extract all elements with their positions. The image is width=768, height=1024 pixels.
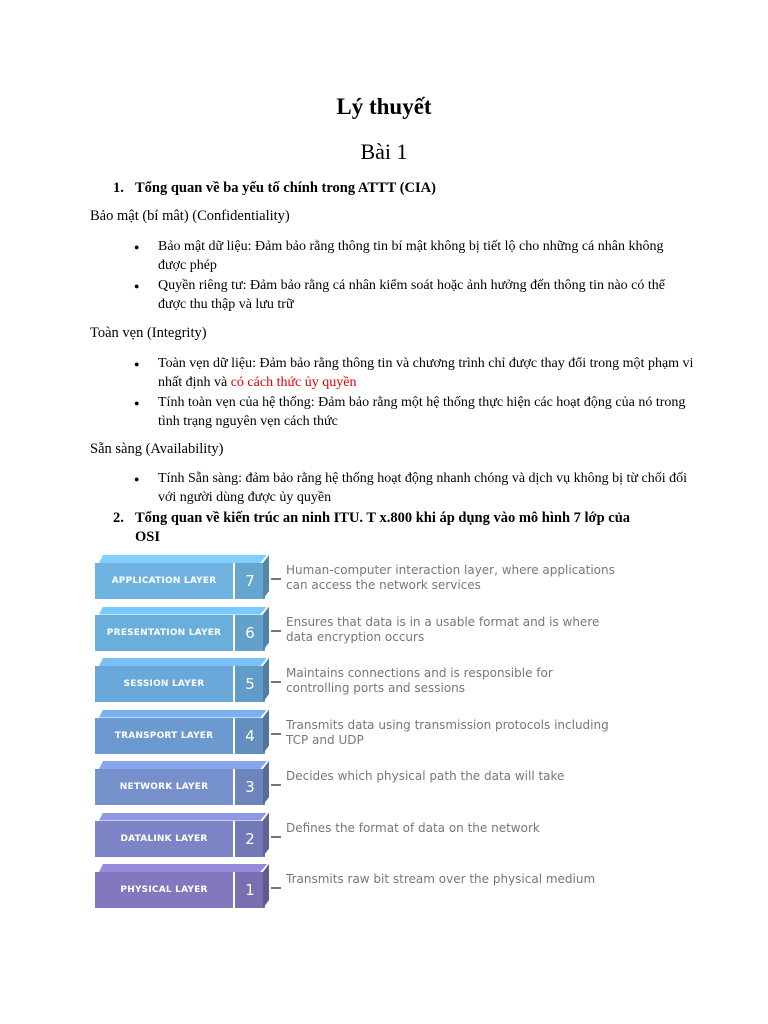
integrity-list — [134, 355, 694, 433]
osi-connector-dash — [271, 887, 281, 889]
osi-connector-dash — [271, 836, 281, 838]
heading-1-text: Tổng quan về ba yếu tố chính trong ATTT (CIA) — [135, 180, 436, 196]
heading-2 — [113, 509, 673, 547]
osi-connector-dash — [271, 733, 281, 735]
osi-connector-dash — [271, 681, 281, 683]
list-item: ● Bảo mật dữ liệu: Đảm bảo rằng thông tin bí mật không bị tiết lộ cho những cá nhân không được phép — [134, 238, 694, 275]
osi-model-diagram — [95, 555, 615, 915]
osi-layer-name: NETWORK LAYER — [95, 769, 233, 805]
osi-layer-side-face — [263, 813, 269, 857]
heading-2-text: Tổng quan về kiến trúc an ninh ITU. T x.800 khi áp dụng vào mô hình 7 lớp của OSI — [135, 510, 631, 545]
osi-layer-number: 5 — [233, 666, 265, 702]
highlighted-text: có cách thức ủy quyền — [230, 374, 357, 390]
osi-layer-block — [95, 658, 270, 702]
osi-layer-block — [95, 555, 270, 599]
osi-layer-number: 1 — [233, 872, 265, 908]
osi-layer-top-face — [99, 555, 267, 563]
osi-connector-dash — [271, 784, 281, 786]
osi-layer-number: 7 — [233, 563, 265, 599]
osi-layer-number: 6 — [233, 615, 265, 651]
availability-list — [134, 470, 694, 509]
osi-layer-top-face — [99, 813, 267, 821]
osi-layer-side-face — [263, 555, 269, 599]
section-label-integrity: Toàn vẹn (Integrity) — [90, 325, 207, 341]
list-item — [134, 355, 694, 392]
heading-1-number: 1. — [113, 180, 124, 196]
osi-layer-block — [95, 710, 270, 754]
osi-layer-side-face — [263, 607, 269, 651]
osi-layer-name: APPLICATION LAYER — [95, 563, 233, 599]
osi-layer-side-face — [263, 761, 269, 805]
osi-layer-side-face — [263, 864, 269, 908]
osi-layer-name: PHYSICAL LAYER — [95, 872, 233, 908]
osi-layer-description: Transmits data using transmission protocols including TCP and UDP — [286, 717, 609, 747]
osi-layer-top-face — [99, 864, 267, 872]
osi-layer-name: TRANSPORT LAYER — [95, 718, 233, 754]
osi-layer-description: Ensures that data is in a usable format and is where data encryption occurs — [286, 614, 600, 644]
heading-1 — [113, 179, 436, 198]
osi-layer-description: Human-computer interaction layer, where applications can access the network services — [286, 563, 615, 592]
osi-layer-top-face — [99, 607, 267, 615]
osi-layer-name: DATALINK LAYER — [95, 821, 233, 857]
osi-layer-top-face — [99, 658, 267, 666]
list-item: ● Quyền riêng tư: Đảm bảo rằng cá nhân kiểm soát hoặc ảnh hưởng đến thông tin nào có thể được thu thập và lưu trữ — [134, 277, 694, 314]
osi-connector-dash — [271, 630, 281, 632]
osi-layer-number: 2 — [233, 821, 265, 857]
osi-layer-block — [95, 761, 270, 805]
osi-layer-side-face — [263, 710, 269, 754]
osi-layer-block — [95, 607, 270, 651]
osi-layer-name: SESSION LAYER — [95, 666, 233, 702]
heading-2-number: 2. — [113, 510, 124, 526]
list-item-text: Toàn vẹn dữ liệu: Đảm bảo rằng thông tin và chương trình chỉ được thay đổi trong một phạm vi nhất định và — [158, 356, 694, 390]
list-item: ● Tính Sẵn sàng: đảm bảo rằng hệ thống hoạt động nhanh chóng và dịch vụ không bị từ chối đối với người dùng được ủy quyền — [134, 470, 694, 507]
osi-layer-number: 4 — [233, 718, 265, 754]
osi-layer-description: Decides which physical path the data will take — [286, 769, 565, 783]
osi-layer-top-face — [99, 761, 267, 769]
osi-layer-side-face — [263, 658, 269, 702]
osi-layer-description: Transmits raw bit stream over the physical medium — [286, 872, 596, 886]
document-subtitle: Bài 1 — [360, 139, 408, 164]
document-title: Lý thuyết — [336, 94, 432, 119]
section-label-confidentiality: Bảo mật (bí mât) (Confidentiality) — [90, 208, 290, 224]
osi-layer-block — [95, 864, 270, 908]
osi-layer-description: Defines the format of data on the network — [286, 820, 540, 835]
osi-layer-description: Maintains connections and is responsible for controlling ports and sessions — [286, 666, 553, 695]
osi-layer-number: 3 — [233, 769, 265, 805]
osi-layer-name: PRESENTATION LAYER — [95, 615, 233, 651]
list-item: ● Tính toàn vẹn của hệ thống: Đảm bảo rằng một hệ thống thực hiện các hoạt động của nó trong tình trạng nguyên vẹn cách thức — [134, 394, 694, 431]
osi-layer-block — [95, 813, 270, 857]
osi-layer-top-face — [99, 710, 267, 718]
section-label-availability: Sẵn sàng (Availability) — [90, 441, 224, 457]
confidentiality-list — [134, 238, 694, 316]
osi-connector-dash — [271, 578, 281, 580]
